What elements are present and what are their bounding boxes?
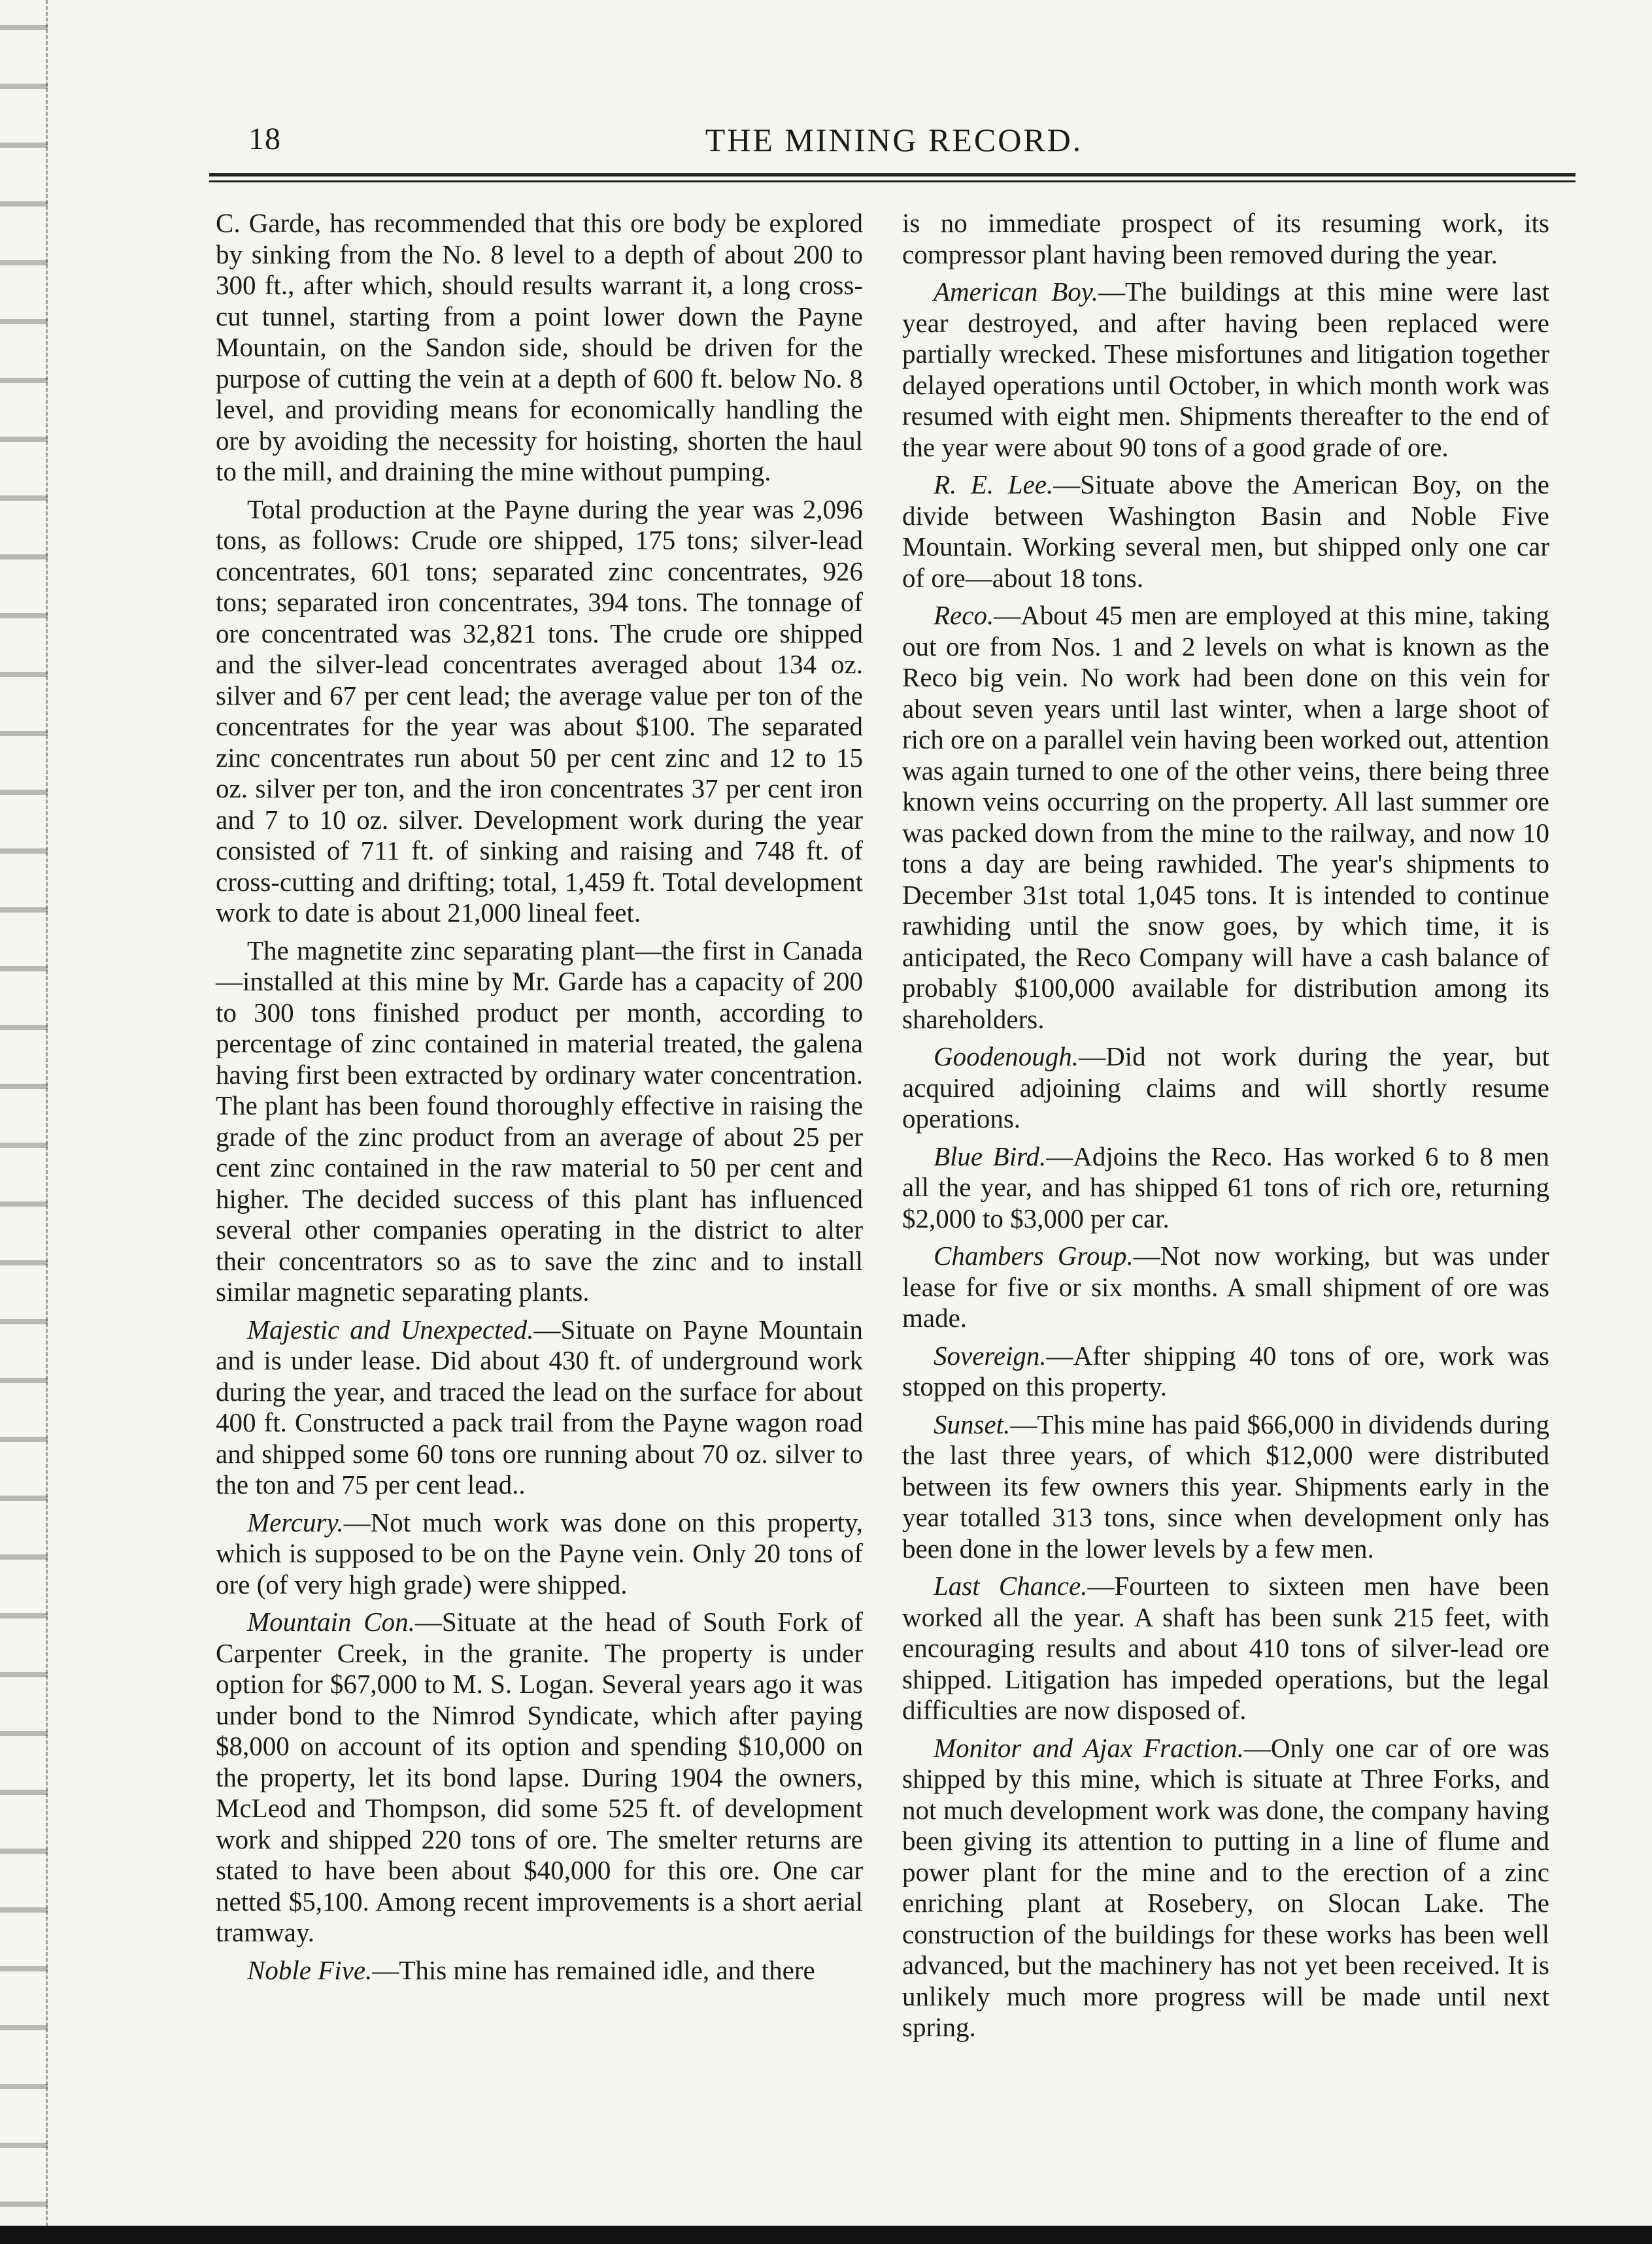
paragraph: American Boy.—The buildings at this mine were last year destroyed, and after having been replaced were partially wrecked. These misfortunes and litigation together delayed operations until October, in which month work was resumed with eight men. Shipments thereafter to the end of the year were about 90 tons of a good grade of ore. bbox=[902, 276, 1549, 462]
paragraph: Blue Bird.—Adjoins the Reco. Has worked 6 to 8 men all the year, and has shipped 61 tons of rich ore, returning $2,000 to $3,000 per car. bbox=[902, 1141, 1549, 1233]
left-column bbox=[216, 208, 863, 1986]
page-binding-edge bbox=[0, 0, 48, 2244]
paragraph: The magnetite zinc separating plant—the first in Canada—installed at this mine by Mr. Garde has a capacity of 200 to 300 tons finished product per month, according to percentage of zinc contained in material treated, the galena having first been extracted by ordinary water concentration. The plant has been found thoroughly effective in raising the grade of the zinc product from an average of about 25 per cent zinc contained in the raw material to 50 per cent and higher. The decided success of this plant has influenced several other companies operating in the district to alter their concentrators so as to save the zinc and to install similar magnetic separating plants. bbox=[216, 935, 863, 1307]
page-bottom-edge bbox=[0, 2226, 1652, 2244]
paragraph: Majestic and Unexpected.—Situate on Payne Mountain and is under lease. Did about 430 ft. of underground work during the year, and traced the lead on the surface for about 400 ft. Constructed a pack trail from the Payne wagon road and shipped some 60 tons ore running about 70 oz. silver to the ton and 75 per cent lead.. bbox=[216, 1314, 863, 1499]
paragraph: Chambers Group.—Not now working, but was under lease for five or six months. A small shipment of ore was made. bbox=[902, 1241, 1549, 1333]
paragraph: Last Chance.—Fourteen to sixteen men have been worked all the year. A shaft has been sunk 215 feet, with encouraging results and about 410 tons of silver-lead ore shipped. Litigation has impeded operations, but the legal difficulties are now disposed of. bbox=[902, 1571, 1549, 1725]
paragraph: Mountain Con.—Situate at the head of South Fork of Carpenter Creek, in the granite. The property is under option for $67,000 to M. S. Logan. Several years ago it was under bond to the Nimrod Syndicate, which after paying $8,000 on account of its option and spending $10,000 on the property, let its bond lapse. During 1904 the owners, McLeod and Thompson, did some 525 ft. of development work and shipped 220 tons of ore. The smelter returns are stated to have been about $40,000 for this ore. One car netted $5,100. Among recent improvements is a short aerial tramway. bbox=[216, 1607, 863, 1947]
paragraph: Monitor and Ajax Fraction.—Only one car of ore was shipped by this mine, which is situate at Three Forks, and not much development work was done, the company having been giving its attention to putting in a line of flume and power plant for the mine and to the erection of a zinc enriching plant at Rosebery, on Slocan Lake. The construction of the buildings for these works has been well advanced, but the machinery has not yet been received. It is unlikely much more progress will be made until next spring. bbox=[902, 1732, 1550, 2042]
paragraph: Sunset.—This mine has paid $66,000 in dividends during the last three years, of which $12,000 were distributed between its few owners this year. Shipments early in the year totalled 313 tons, since when development only has been done in the lower levels by a few men. bbox=[902, 1409, 1549, 1564]
paragraph: Goodenough.—Did not work during the year, but acquired adjoining claims and will shortly resume operations. bbox=[902, 1041, 1549, 1133]
page-number: 18 bbox=[248, 122, 281, 156]
paragraph: Total production at the Payne during the year was 2,096 tons, as follows: Crude ore shipped, 175 tons; silver-lead concentrates, 601 tons; separated zinc concentrates, 926 tons; separated iron concentrates, 394 tons. The tonnage of ore concentrated was 32,821 tons. The crude ore shipped and the silver-lead concentrates averaged about 134 oz. silver and 67 per cent lead; the average value per ton of the concentrates for the year was about $100. The separated zinc concentrates run about 50 per cent zinc and 12 to 15 oz. silver per ton, and the iron concentrates 37 per cent iron and 7 to 10 oz. silver. Development work during the year consisted of 711 ft. of sinking and raising and 748 ft. of cross-cutting and drifting; total, 1,459 ft. Total development work to date is about 21,000 lineal feet. bbox=[216, 494, 863, 928]
right-column bbox=[902, 208, 1549, 2043]
paragraph: C. Garde, has recommended that this ore body be explored by sinking from the No. 8 level to a depth of about 200 to 300 ft., after which, should results warrant it, a long cross-cut tunnel, starting from a point lower down the Payne Mountain, on the Sandon side, should be driven for the purpose of cutting the vein at a depth of 600 ft. below No. 8 level, and providing means for economically handling the ore by avoiding the necessity for hoisting, shorten the haul to the mill, and draining the mine without pumping. bbox=[216, 208, 863, 486]
running-title: THE MINING RECORD. bbox=[705, 122, 1083, 158]
paragraph: Mercury.—Not much work was done on this property, which is supposed to be on the Payne vein. Only 20 tons of ore (of very high grade) were shipped. bbox=[216, 1507, 863, 1599]
paragraph: Reco.—About 45 men are employed at this mine, taking out ore from Nos. 1 and 2 levels on what is known as the Reco big vein. No work had been done on this vein for about seven years until last winter, when a large shoot of rich ore on a parallel vein having been worked out, attention was again turned to one of the other veins, there being three known veins occurring on the property. All last summer ore was packed down from the mine to the railway, and now 10 tons a day are being rawhided. The year's shipments to December 31st total 1,045 tons. It is intended to continue rawhiding until the snow goes, by which time, it is anticipated, the Reco Company will have a cash balance of probably $100,000 available for distribution among its shareholders. bbox=[902, 600, 1549, 1034]
paragraph: Noble Five.—This mine has remained idle, and there bbox=[247, 1954, 815, 1985]
page-header bbox=[248, 121, 1540, 167]
paragraph: R. E. Lee.—Situate above the American Boy, on the divide between Washington Basin and Noble Five Mountain. Working several men, but shipped only one car of ore—about 18 tons. bbox=[902, 469, 1549, 593]
paragraph: Sovereign.—After shipping 40 tons of ore, work was stopped on this property. bbox=[902, 1340, 1549, 1401]
paragraph: is no immediate prospect of its resuming work, its compressor plant having been removed during the year. bbox=[902, 208, 1549, 269]
header-rule bbox=[209, 173, 1576, 182]
